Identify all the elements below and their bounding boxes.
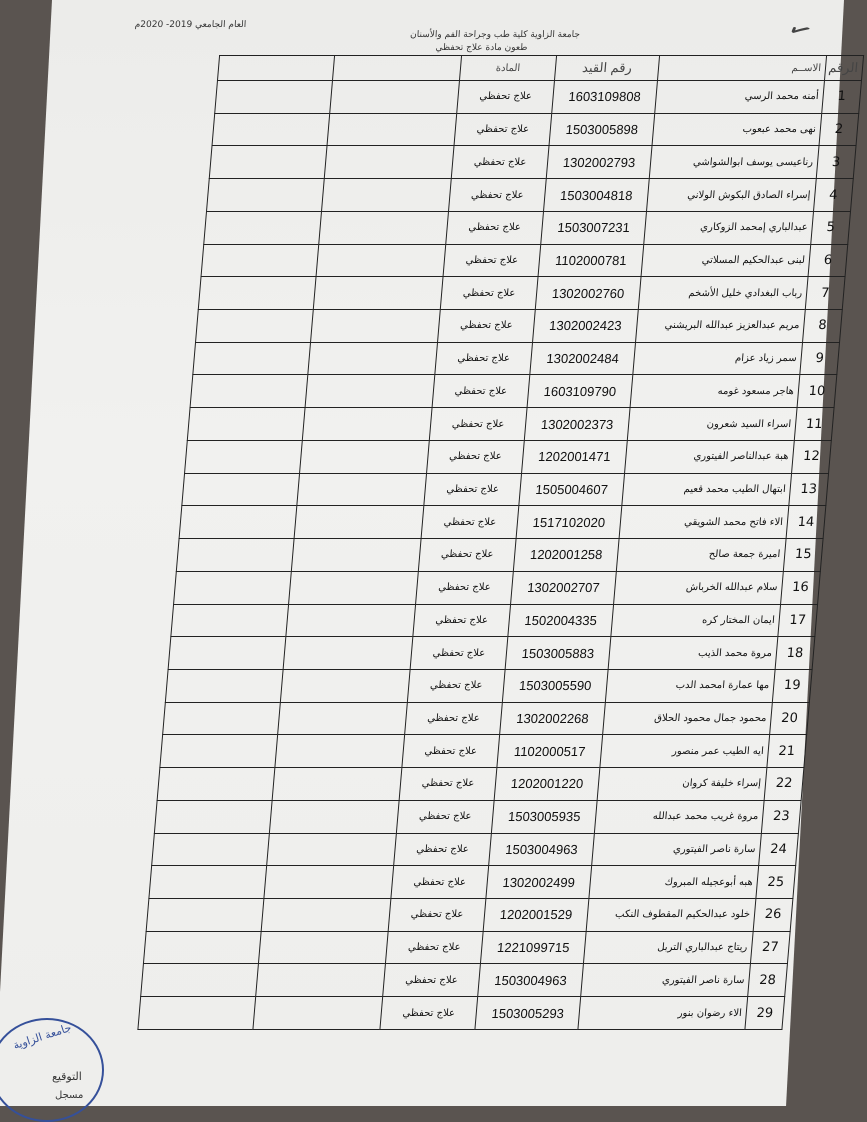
row-subject: علاج تحفظي: [451, 146, 549, 179]
row-registration: 1302002268: [500, 702, 606, 735]
table-row: [154, 800, 801, 833]
row-empty-1: [253, 997, 383, 1030]
row-registration: 1503004963: [478, 964, 584, 997]
row-name: رناعيسى يوسف ابوالشواشي: [649, 146, 819, 179]
row-empty-1: [305, 375, 435, 408]
row-registration: 1503005883: [505, 637, 611, 670]
row-number: 29: [745, 997, 785, 1030]
row-empty-2: [187, 408, 305, 441]
row-subject: علاج تحفظي: [416, 571, 514, 604]
row-name: سارة ناصر الفيتوري: [581, 964, 751, 997]
row-empty-2: [207, 179, 325, 212]
row-empty-1: [272, 768, 402, 801]
row-empty-2: [179, 506, 297, 539]
row-subject: علاج تحفظي: [383, 964, 481, 997]
table-row: [201, 244, 848, 277]
row-name: هاجر مسعود غومه: [630, 375, 800, 408]
row-empty-1: [286, 604, 416, 637]
table-row: [157, 768, 804, 801]
table-row: [212, 113, 859, 146]
row-subject: علاج تحفظي: [394, 833, 492, 866]
row-empty-1: [311, 310, 441, 343]
row-name: هبة عبدالناصر الفيتوري: [625, 440, 795, 473]
row-empty-2: [193, 342, 311, 375]
row-name: ايمان المختار كره: [611, 604, 781, 637]
university-title: جامعة الزاوية كلية طب وجراحة الفم والأسنان: [409, 30, 581, 40]
row-empty-2: [174, 571, 292, 604]
header-subject: المادة: [459, 56, 556, 81]
row-registration: 1503004818: [544, 179, 650, 212]
row-empty-1: [258, 931, 388, 964]
table-row: [149, 866, 796, 899]
table-row: [152, 833, 799, 866]
table-row: [146, 898, 793, 931]
row-subject: علاج تحفظي: [410, 637, 508, 670]
header-empty-2: [217, 56, 334, 81]
subject-title: طعون مادة علاج تحفظي: [435, 43, 528, 53]
row-empty-2: [138, 997, 256, 1030]
row-number: 9: [800, 342, 840, 375]
table-header-row: [217, 56, 863, 81]
row-registration: 1603109790: [527, 375, 633, 408]
row-number: 11: [794, 408, 834, 441]
row-empty-2: [143, 931, 261, 964]
row-empty-2: [185, 440, 303, 473]
stamp-text: جامعة الزاوية: [11, 1020, 74, 1053]
row-empty-2: [204, 211, 322, 244]
row-name: سلام عبدالله الخرباش: [614, 571, 784, 604]
row-subject: علاج تحفظي: [432, 375, 530, 408]
row-empty-2: [201, 244, 319, 277]
row-number: 20: [770, 702, 810, 735]
table-row: [138, 997, 785, 1030]
row-number: 14: [786, 506, 826, 539]
table-row: [143, 931, 790, 964]
row-name: أمنه محمد الرسي: [655, 81, 825, 114]
row-empty-1: [261, 898, 391, 931]
row-number: 13: [789, 473, 829, 506]
row-subject: علاج تحفظي: [399, 768, 497, 801]
row-empty-1: [291, 539, 421, 572]
appeals-table: [137, 55, 864, 1030]
row-subject: علاج تحفظي: [454, 113, 552, 146]
row-registration: 1517102020: [516, 506, 622, 539]
row-empty-1: [330, 81, 460, 114]
row-number: 4: [814, 179, 854, 212]
row-registration: 1302002760: [535, 277, 641, 310]
row-registration: 1102000781: [538, 244, 644, 277]
row-subject: علاج تحفظي: [449, 179, 547, 212]
row-subject: علاج تحفظي: [380, 997, 478, 1030]
row-name: نهى محمد عبعوب: [652, 113, 822, 146]
row-subject: علاج تحفظي: [388, 898, 486, 931]
row-empty-1: [278, 702, 408, 735]
row-name: الاء رضوان بنور: [578, 997, 748, 1030]
row-registration: 1503005293: [475, 997, 581, 1030]
row-empty-1: [300, 440, 430, 473]
header-name: الاســم: [657, 56, 826, 81]
row-number: 22: [764, 768, 804, 801]
header-number: الرقم: [824, 56, 863, 81]
table-row: [176, 539, 823, 572]
row-subject: علاج تحفظي: [421, 506, 519, 539]
row-subject: علاج تحفظي: [443, 244, 541, 277]
row-name: مروة محمد الذيب: [608, 637, 778, 670]
table-row: [190, 375, 837, 408]
signature-label: التوقيع: [52, 1070, 82, 1083]
row-number: 21: [767, 735, 807, 768]
row-empty-1: [319, 211, 449, 244]
academic-year: العام الجامعي 2019- 2020م: [134, 20, 247, 30]
row-registration: 1503005898: [549, 113, 655, 146]
row-name: اسراء السيد شعرون: [627, 408, 797, 441]
table-row: [193, 342, 840, 375]
table-row: [215, 81, 862, 114]
row-empty-2: [190, 375, 308, 408]
row-registration: 1302002484: [530, 342, 636, 375]
row-registration: 1202001220: [494, 768, 600, 801]
row-registration: 1221099715: [480, 931, 586, 964]
row-subject: علاج تحفظي: [407, 669, 505, 702]
row-empty-2: [146, 898, 264, 931]
row-number: 24: [759, 833, 799, 866]
row-empty-1: [283, 637, 413, 670]
row-empty-1: [294, 506, 424, 539]
row-empty-2: [212, 113, 330, 146]
row-name: إسراء الصادق البكوش الولاني: [647, 179, 817, 212]
row-empty-1: [267, 833, 397, 866]
row-name: عبدالباري إمحمد الزوكاري: [644, 211, 814, 244]
row-empty-1: [313, 277, 443, 310]
row-subject: علاج تحفظي: [396, 800, 494, 833]
row-empty-1: [322, 179, 452, 212]
row-number: 19: [772, 669, 812, 702]
row-registration: 1503005590: [502, 669, 608, 702]
row-empty-2: [182, 473, 300, 506]
row-empty-2: [165, 669, 283, 702]
row-number: 27: [750, 931, 790, 964]
row-registration: 1202001529: [483, 898, 589, 931]
table-row: [179, 506, 826, 539]
row-empty-2: [154, 800, 272, 833]
row-name: ايه الطيب عمر منصور: [600, 735, 770, 768]
row-subject: علاج تحفظي: [429, 408, 527, 441]
row-empty-2: [141, 964, 259, 997]
row-empty-2: [168, 637, 286, 670]
table-row: [171, 604, 818, 637]
row-name: ابتهال الطيب محمد قعيم: [622, 473, 792, 506]
row-subject: علاج تحفظي: [438, 310, 536, 343]
row-subject: علاج تحفظي: [424, 473, 522, 506]
row-subject: علاج تحفظي: [402, 735, 500, 768]
table-row: [168, 637, 815, 670]
table-row: [185, 440, 832, 473]
row-registration: 1503005935: [491, 800, 597, 833]
row-number: 23: [761, 800, 801, 833]
row-empty-1: [316, 244, 446, 277]
row-name: مها عمارة امحمد الدب: [605, 669, 775, 702]
row-subject: علاج تحفظي: [418, 539, 516, 572]
row-registration: 1202001258: [513, 539, 619, 572]
row-registration: 1503007231: [541, 211, 647, 244]
row-empty-2: [163, 702, 281, 735]
header-registration: رقم القيد: [554, 56, 659, 81]
row-number: 6: [808, 244, 848, 277]
row-registration: 1603109808: [552, 81, 658, 114]
row-registration: 1302002499: [486, 866, 592, 899]
row-subject: علاج تحفظي: [405, 702, 503, 735]
row-registration: 1503004963: [489, 833, 595, 866]
row-subject: علاج تحفظي: [457, 81, 555, 114]
row-registration: 1102000517: [497, 735, 603, 768]
row-empty-1: [308, 342, 438, 375]
row-subject: علاج تحفظي: [446, 211, 544, 244]
row-name: لبنى عبدالحكيم المسلاتي: [641, 244, 811, 277]
row-name: خلود عبدالحكيم المقطوف النكب: [586, 898, 756, 931]
row-number: 3: [816, 146, 856, 179]
row-empty-1: [327, 113, 457, 146]
row-empty-2: [196, 310, 314, 343]
header-empty-1: [332, 56, 461, 81]
row-name: سمر زياد عزام: [633, 342, 803, 375]
row-name: اميرة جمعة صالح: [616, 539, 786, 572]
row-subject: علاج تحفظي: [385, 931, 483, 964]
row-registration: 1302002707: [511, 571, 617, 604]
row-empty-2: [198, 277, 316, 310]
row-subject: علاج تحفظي: [413, 604, 511, 637]
table-row: [187, 408, 834, 441]
table-row: [207, 179, 854, 212]
row-empty-1: [324, 146, 454, 179]
row-registration: 1302002423: [533, 310, 639, 343]
row-name: مروة غريب محمد عبدالله: [594, 800, 764, 833]
row-registration: 1202001471: [522, 440, 628, 473]
table-row: [165, 669, 812, 702]
row-subject: علاج تحفظي: [391, 866, 489, 899]
row-registration: 1502004335: [508, 604, 614, 637]
row-empty-1: [297, 473, 427, 506]
row-number: 26: [753, 898, 793, 931]
table-row: [204, 211, 851, 244]
pen-mark-icon: ✓: [781, 12, 818, 50]
row-number: 18: [775, 637, 815, 670]
row-empty-1: [302, 408, 432, 441]
row-name: إسراء خليفة كروان: [597, 768, 767, 801]
row-empty-2: [209, 146, 327, 179]
table-row: [163, 702, 810, 735]
row-empty-2: [176, 539, 294, 572]
row-subject: علاج تحفظي: [435, 342, 533, 375]
table-row: [174, 571, 821, 604]
row-registration: 1505004607: [519, 473, 625, 506]
table-row: [209, 146, 856, 179]
row-number: 17: [778, 604, 818, 637]
row-number: 28: [748, 964, 788, 997]
row-empty-1: [275, 735, 405, 768]
row-registration: 1302002793: [546, 146, 652, 179]
row-subject: علاج تحفظي: [440, 277, 538, 310]
row-number: 12: [792, 440, 832, 473]
signature-line2: مسجل: [55, 1090, 84, 1101]
row-empty-1: [269, 800, 399, 833]
row-empty-2: [171, 604, 289, 637]
row-empty-1: [280, 669, 410, 702]
row-registration: 1302002373: [524, 408, 630, 441]
row-number: 10: [797, 375, 837, 408]
row-number: 7: [805, 277, 845, 310]
table-row: [182, 473, 829, 506]
row-number: 15: [783, 539, 823, 572]
row-empty-2: [149, 866, 267, 899]
row-empty-2: [157, 768, 275, 801]
row-name: مريم عبدالعزيز عبدالله البريشني: [636, 310, 806, 343]
table-row: [196, 310, 843, 343]
table-row: [141, 964, 788, 997]
row-empty-1: [289, 571, 419, 604]
row-empty-2: [215, 81, 333, 114]
table-row: [160, 735, 807, 768]
row-empty-1: [264, 866, 394, 899]
row-number: 8: [803, 310, 843, 343]
row-number: 2: [819, 113, 859, 146]
row-empty-1: [256, 964, 386, 997]
row-number: 5: [811, 211, 851, 244]
row-empty-2: [160, 735, 278, 768]
row-name: ريتاج عبدالباري التربل: [583, 931, 753, 964]
table-row: [198, 277, 845, 310]
row-subject: علاج تحفظي: [427, 440, 525, 473]
row-name: رباب البغدادي خليل الأشخم: [638, 277, 808, 310]
row-empty-2: [152, 833, 270, 866]
row-name: محمود جمال محمود الحلاق: [603, 702, 773, 735]
row-number: 1: [822, 81, 862, 114]
row-name: هبه أبوعجيله المبروك: [589, 866, 759, 899]
row-number: 16: [781, 571, 821, 604]
row-name: سارة ناصر الفيتوري: [592, 833, 762, 866]
row-name: الاء فاتح محمد الشويقي: [619, 506, 789, 539]
row-number: 25: [756, 866, 796, 899]
